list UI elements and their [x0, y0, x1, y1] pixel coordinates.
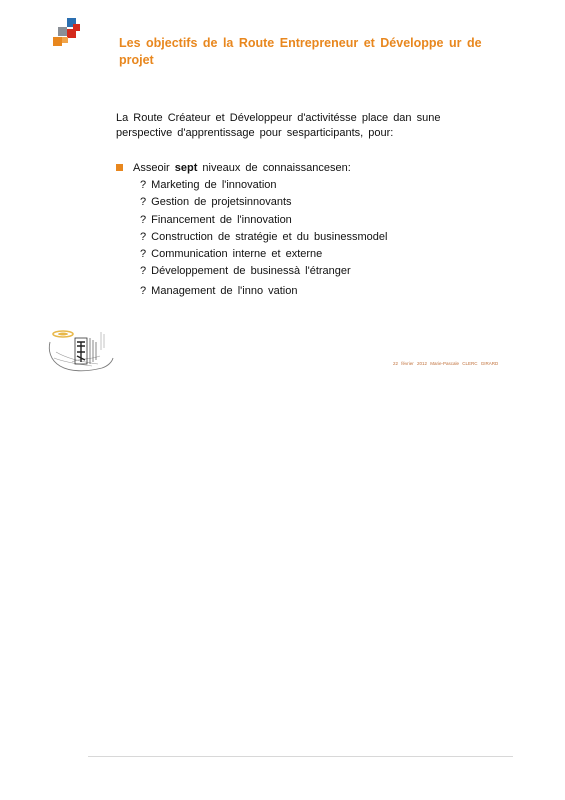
list-item: ? Financement de l'innovation [140, 213, 292, 226]
knowledge-levels-list [140, 178, 387, 301]
logo-square-orange-small [62, 37, 68, 43]
list-item: ? Développement de businessà l'étranger [140, 265, 351, 278]
goal-emphasis: sept [174, 162, 198, 174]
list-item: ? Marketing de l'innovation [140, 179, 277, 191]
goal-prefix: Asseoir [133, 162, 175, 174]
list-item: ? Communication interne et externe [140, 248, 323, 261]
list-item: ? Management de l'inno vation [140, 284, 298, 297]
list-item: ? Construction de stratégie et du businessmodel [140, 230, 388, 243]
main-bullet [116, 161, 351, 176]
colored-squares-logo-icon [53, 18, 83, 48]
footer-note: 22 février 2012 Marie-Pascale CLERC GIRARD [393, 361, 499, 366]
list-item: ? Gestion de projetsinnovants [140, 196, 292, 209]
page-title: Les objectifs de la Route Entrepreneur et Développe ur de projet [119, 36, 482, 67]
goal-suffix: niveaux de connaissancesen: [197, 162, 351, 174]
logo-square-grey [58, 27, 67, 36]
logo-square-red [67, 29, 76, 38]
logo-square-orange [53, 37, 62, 46]
intro-paragraph: La Route Créateur et Développeur d'activitésse place dan sune perspective d'apprentissage pour sesparticipants, pour: [116, 112, 441, 139]
bottom-divider [88, 756, 513, 757]
icn-logo-icon [46, 328, 116, 374]
orange-square-bullet-icon [116, 164, 123, 171]
